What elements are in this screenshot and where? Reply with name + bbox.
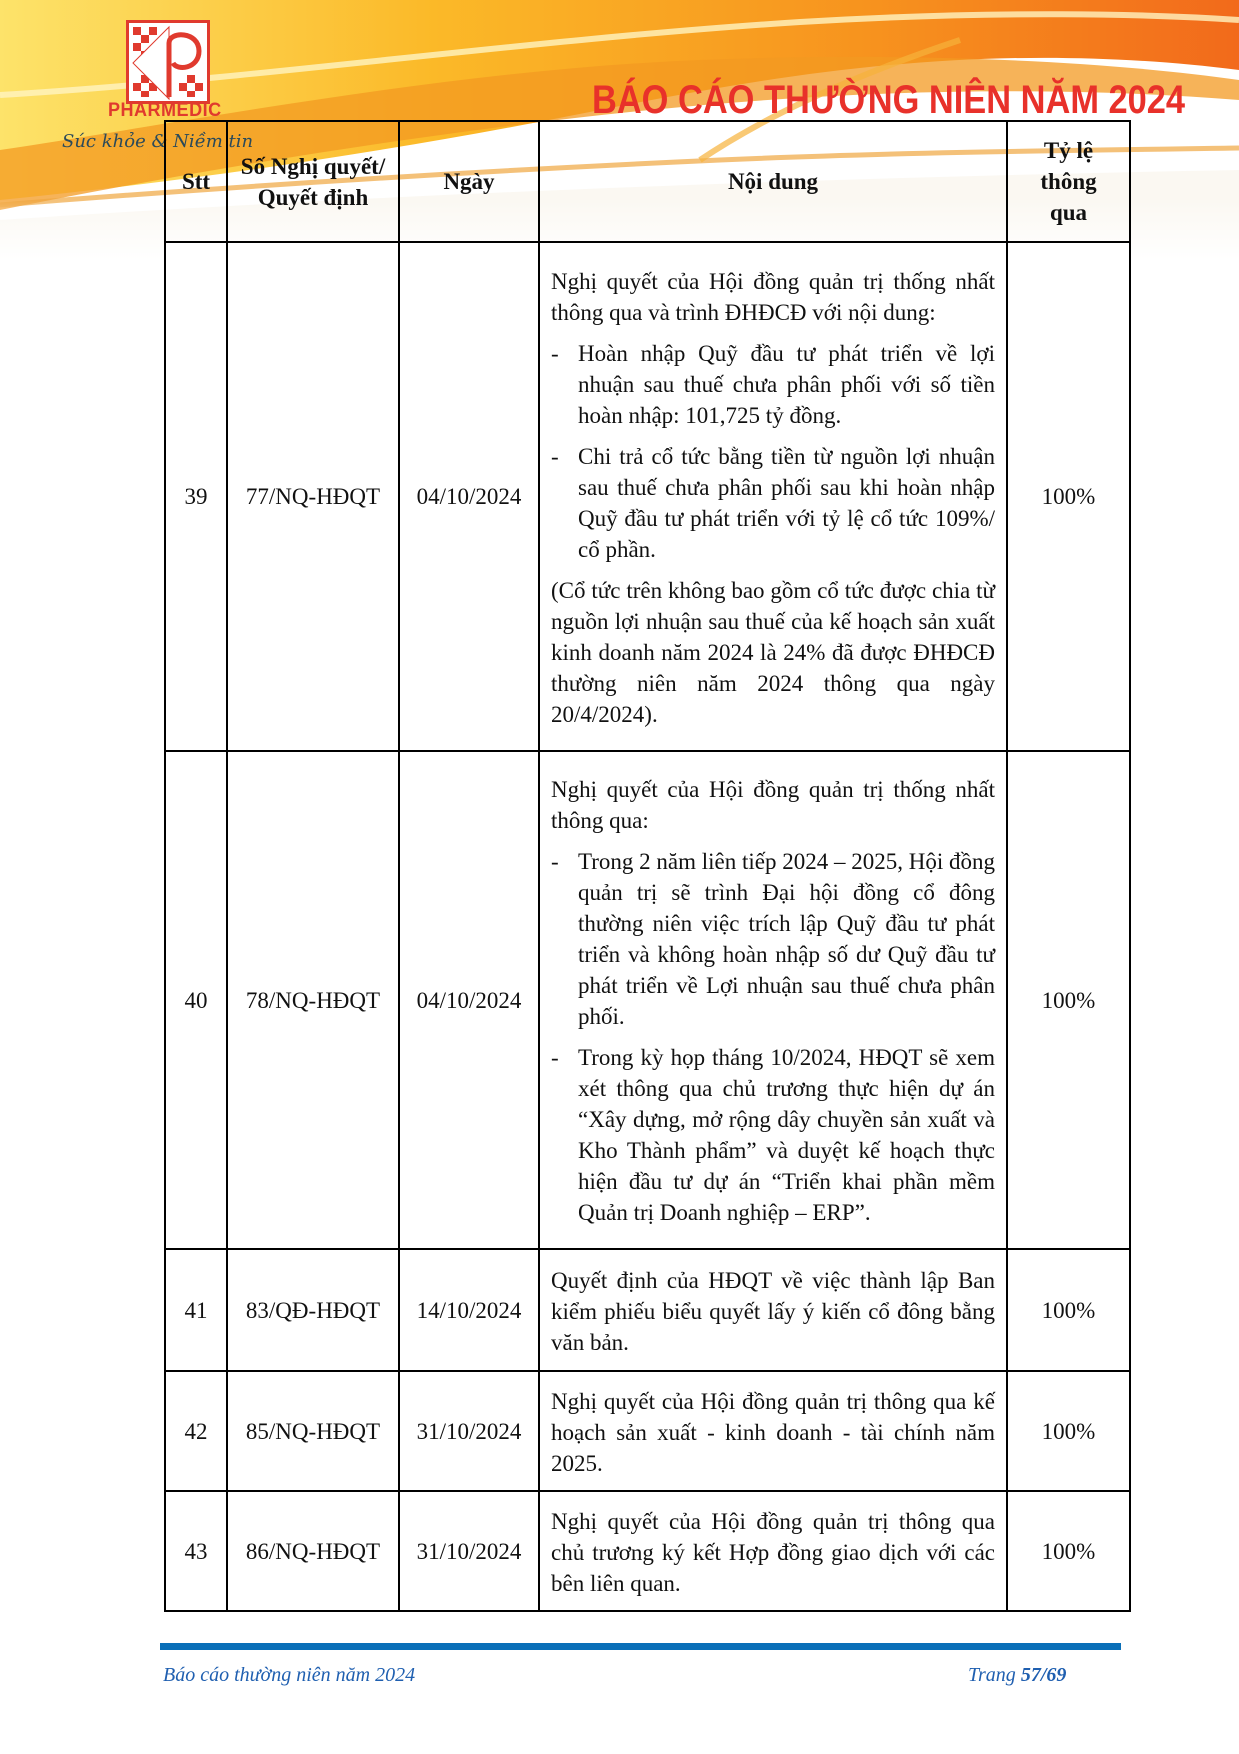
content-intro: Nghị quyết của Hội đồng quản trị thông qua kế hoạch sản xuất - kinh doanh - tài chính năm 2025. — [551, 1388, 995, 1476]
row-content — [539, 1249, 1007, 1371]
content-bullet — [551, 441, 995, 565]
column-header-rate: Tỷ lệ thông qua — [1007, 121, 1130, 242]
bullet-text: Trong 2 năm liên tiếp 2024 – 2025, Hội đồng quản trị sẽ trình Đại hội đồng cổ đông thường niên việc trích lập Quỹ đầu tư phát triển và không hoàn nhập số dư Quỹ đầu tư phát triển về Lợi nhuận sau thuế chưa phân phối. — [578, 849, 995, 1029]
bullet-text: Trong kỳ họp tháng 10/2024, HĐQT sẽ xem xét thông qua chủ trương thực hiện dự án “Xây dựng, mở rộng dây chuyền sản xuất và Kho Thành phẩm” và duyệt kế hoạch thực hiện đầu tư dự án “Triển khai phần mềm Quản trị Doanh nghiệp – ERP”. — [578, 1045, 995, 1225]
content-bullet — [551, 1042, 995, 1228]
row-date: 04/10/2024 — [399, 751, 539, 1249]
content-intro: Nghị quyết của Hội đồng quản trị thống nhất thông qua: — [551, 777, 995, 833]
footer-divider — [160, 1643, 1121, 1650]
table-row — [165, 1371, 1130, 1491]
row-content — [539, 1371, 1007, 1491]
column-header-number: Số Nghị quyết/ Quyết định — [227, 121, 399, 242]
resolutions-table — [164, 120, 1131, 1612]
pharmedic-logo-icon — [126, 20, 210, 104]
bullet-text: Hoàn nhập Quỹ đầu tư phát triển về lợi nhuận sau thuế chưa phân phối với số tiền hoàn nhập: 101,725 tỷ đồng. — [578, 340, 995, 428]
content-bullet — [551, 338, 995, 431]
content-bullet — [551, 846, 995, 1032]
row-stt: 39 — [165, 242, 227, 751]
row-stt: 42 — [165, 1371, 227, 1491]
page-prefix: Trang — [968, 1664, 1021, 1686]
row-number: 78/NQ-HĐQT — [227, 751, 399, 1249]
row-date: 31/10/2024 — [399, 1491, 539, 1611]
dash-bullet-icon: - — [551, 849, 559, 874]
row-number: 85/NQ-HĐQT — [227, 1371, 399, 1491]
row-rate: 100% — [1007, 242, 1130, 751]
row-number: 86/NQ-HĐQT — [227, 1491, 399, 1611]
content-intro: Nghị quyết của Hội đồng quản trị thống nhất thông qua và trình ĐHĐCĐ với nội dung: — [551, 268, 995, 325]
row-date: 31/10/2024 — [399, 1371, 539, 1491]
column-header-content: Nội dung — [539, 121, 1007, 242]
row-date: 04/10/2024 — [399, 242, 539, 751]
table-row — [165, 751, 1130, 1249]
row-date: 14/10/2024 — [399, 1249, 539, 1371]
dash-bullet-icon: - — [551, 340, 559, 366]
table-row — [165, 1249, 1130, 1371]
row-rate: 100% — [1007, 1371, 1130, 1491]
row-content — [539, 242, 1007, 751]
footer-page-indicator — [968, 1664, 1066, 1687]
dash-bullet-icon: - — [551, 443, 559, 469]
content-intro: Quyết định của HĐQT về việc thành lập Ban kiểm phiếu biểu quyết lấy ý kiến cổ đông bằng văn bản. — [551, 1267, 995, 1355]
row-rate: 100% — [1007, 751, 1130, 1249]
content-note: (Cổ tức trên không bao gồm cổ tức được chia từ nguồn lợi nhuận sau thuế của kế hoạch sản xuất kinh doanh năm 2024 là 24% đã được ĐHĐCĐ thường niên năm 2024 thông qua ngày 20/4/2024). — [551, 577, 995, 727]
column-header-stt: Stt — [165, 121, 227, 242]
row-content — [539, 751, 1007, 1249]
row-stt: 43 — [165, 1491, 227, 1611]
row-stt: 41 — [165, 1249, 227, 1371]
row-number: 83/QĐ-HĐQT — [227, 1249, 399, 1371]
dash-bullet-icon: - — [551, 1045, 559, 1070]
report-title: BÁO CÁO THƯỜNG NIÊN NĂM 2024 — [592, 78, 1186, 122]
row-stt: 40 — [165, 751, 227, 1249]
footer-report-name: Báo cáo thường niên năm 2024 — [163, 1664, 416, 1686]
page-number: 57/69 — [1020, 1664, 1067, 1686]
brand-name: PHARMEDIC — [108, 100, 222, 121]
table-row — [165, 1491, 1130, 1611]
brand-slogan: Súc khỏe & Niềm tin — [62, 131, 254, 152]
bullet-text: Chi trả cổ tức bằng tiền từ nguồn lợi nhuận sau thuế chưa phân phối sau khi hoàn nhập Quỹ đầu tư phát triển với tỷ lệ cổ tức 109%/ cổ phần. — [578, 443, 995, 562]
content-intro: Nghị quyết của Hội đồng quản trị thông qua chủ trương ký kết Hợp đồng giao dịch với các bên liên quan. — [551, 1508, 995, 1596]
table-header-row — [165, 121, 1130, 242]
row-number: 77/NQ-HĐQT — [227, 242, 399, 751]
row-content — [539, 1491, 1007, 1611]
column-header-date: Ngày — [399, 121, 539, 242]
row-rate: 100% — [1007, 1249, 1130, 1371]
table-row — [165, 242, 1130, 751]
row-rate: 100% — [1007, 1491, 1130, 1611]
